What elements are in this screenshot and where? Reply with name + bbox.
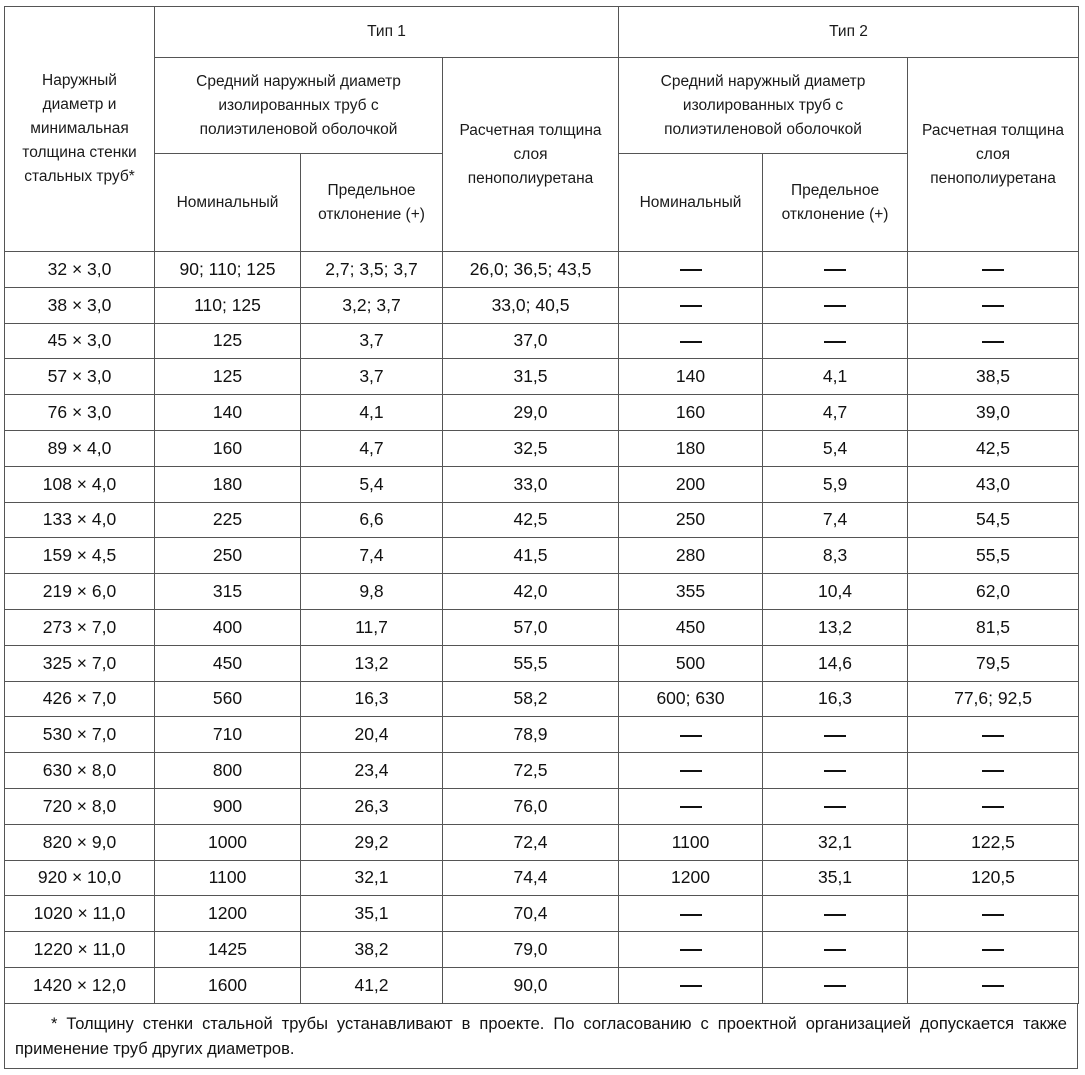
header-type1-mean-diameter: Средний наружный диаметр изолированных труб с полиэтиленовой оболочкой: [155, 58, 443, 154]
table-row: [5, 252, 1079, 288]
dash-mark: [982, 341, 1004, 343]
cell-type2-deviation: 32,1: [763, 824, 908, 860]
cell-pipe-size: 920 × 10,0: [5, 860, 155, 896]
cell-type2-nominal: [619, 287, 763, 323]
dash-mark: [824, 806, 846, 808]
dash-mark: [982, 770, 1004, 772]
dash-mark: [680, 341, 702, 343]
dash-mark: [824, 735, 846, 737]
cell-type2-thickness: 55,5: [908, 538, 1079, 574]
cell-type2-deviation: [763, 896, 908, 932]
cell-type2-deviation: 8,3: [763, 538, 908, 574]
dash-mark: [982, 914, 1004, 916]
cell-type1-deviation: 26,3: [301, 788, 443, 824]
cell-type1-thickness: 76,0: [443, 788, 619, 824]
cell-type1-nominal: 160: [155, 430, 301, 466]
cell-pipe-size: 273 × 7,0: [5, 609, 155, 645]
cell-type2-thickness: 54,5: [908, 502, 1079, 538]
cell-type1-deviation: 7,4: [301, 538, 443, 574]
dash-mark: [982, 269, 1004, 271]
cell-type2-nominal: 1100: [619, 824, 763, 860]
cell-type1-thickness: 41,5: [443, 538, 619, 574]
cell-type1-nominal: 125: [155, 323, 301, 359]
cell-type2-thickness: [908, 896, 1079, 932]
cell-type1-deviation: 35,1: [301, 896, 443, 932]
table-row: [5, 788, 1079, 824]
cell-type2-deviation: 16,3: [763, 681, 908, 717]
cell-pipe-size: 159 × 4,5: [5, 538, 155, 574]
cell-type1-thickness: 72,5: [443, 753, 619, 789]
cell-type1-nominal: 560: [155, 681, 301, 717]
table-row: [5, 717, 1079, 753]
cell-type2-deviation: 5,9: [763, 466, 908, 502]
cell-type1-deviation: 5,4: [301, 466, 443, 502]
cell-type1-deviation: 16,3: [301, 681, 443, 717]
cell-type1-nominal: 140: [155, 395, 301, 431]
cell-type2-thickness: 77,6; 92,5: [908, 681, 1079, 717]
cell-type2-thickness: [908, 967, 1079, 1003]
document: [4, 6, 1078, 1069]
table-row: [5, 609, 1079, 645]
cell-type1-deviation: 11,7: [301, 609, 443, 645]
cell-type2-thickness: 42,5: [908, 430, 1079, 466]
cell-type1-nominal: 1425: [155, 932, 301, 968]
cell-type2-nominal: 1200: [619, 860, 763, 896]
cell-type2-deviation: [763, 753, 908, 789]
cell-pipe-size: 325 × 7,0: [5, 645, 155, 681]
table-row: [5, 430, 1079, 466]
cell-type2-deviation: 14,6: [763, 645, 908, 681]
cell-type2-thickness: 81,5: [908, 609, 1079, 645]
cell-type2-nominal: 355: [619, 574, 763, 610]
cell-pipe-size: 820 × 9,0: [5, 824, 155, 860]
cell-pipe-size: 1220 × 11,0: [5, 932, 155, 968]
cell-type1-deviation: 3,7: [301, 323, 443, 359]
table-row: [5, 323, 1079, 359]
cell-type2-nominal: 140: [619, 359, 763, 395]
dash-mark: [824, 341, 846, 343]
cell-type2-nominal: [619, 896, 763, 932]
table-body: [5, 252, 1079, 1004]
cell-type2-nominal: [619, 323, 763, 359]
cell-type1-nominal: 1200: [155, 896, 301, 932]
cell-type1-thickness: 29,0: [443, 395, 619, 431]
cell-type2-thickness: 120,5: [908, 860, 1079, 896]
cell-pipe-size: 1420 × 12,0: [5, 967, 155, 1003]
cell-type1-nominal: 900: [155, 788, 301, 824]
cell-type2-nominal: 200: [619, 466, 763, 502]
cell-type1-thickness: 90,0: [443, 967, 619, 1003]
header-type2-limit-deviation: Предельное отклонение (+): [763, 154, 908, 252]
cell-type2-thickness: [908, 753, 1079, 789]
dash-mark: [824, 269, 846, 271]
dash-mark: [680, 269, 702, 271]
cell-type2-nominal: [619, 252, 763, 288]
cell-pipe-size: 720 × 8,0: [5, 788, 155, 824]
cell-type1-deviation: 41,2: [301, 967, 443, 1003]
header-type1-calc-thickness: Расчетная толщина слоя пенополиуретана: [443, 58, 619, 252]
cell-type1-deviation: 13,2: [301, 645, 443, 681]
cell-type2-nominal: [619, 717, 763, 753]
cell-type2-nominal: 250: [619, 502, 763, 538]
cell-pipe-size: 76 × 3,0: [5, 395, 155, 431]
cell-type1-deviation: 9,8: [301, 574, 443, 610]
cell-pipe-size: 32 × 3,0: [5, 252, 155, 288]
dash-mark: [824, 914, 846, 916]
cell-type1-thickness: 74,4: [443, 860, 619, 896]
dash-mark: [680, 985, 702, 987]
cell-type2-deviation: 10,4: [763, 574, 908, 610]
cell-type1-deviation: 38,2: [301, 932, 443, 968]
cell-type1-thickness: 79,0: [443, 932, 619, 968]
cell-type2-deviation: 4,7: [763, 395, 908, 431]
dash-mark: [680, 806, 702, 808]
cell-type1-nominal: 125: [155, 359, 301, 395]
cell-type1-deviation: 3,2; 3,7: [301, 287, 443, 323]
table-row: [5, 645, 1079, 681]
cell-type2-thickness: 62,0: [908, 574, 1079, 610]
cell-type1-nominal: 710: [155, 717, 301, 753]
cell-type1-thickness: 70,4: [443, 896, 619, 932]
cell-type2-deviation: [763, 788, 908, 824]
header-type1-nominal: Номинальный: [155, 154, 301, 252]
dash-mark: [680, 949, 702, 951]
cell-type1-thickness: 33,0; 40,5: [443, 287, 619, 323]
table-row: [5, 681, 1079, 717]
cell-type2-thickness: 122,5: [908, 824, 1079, 860]
header-type1-limit-deviation: Предельное отклонение (+): [301, 154, 443, 252]
cell-type2-nominal: 600; 630: [619, 681, 763, 717]
cell-type1-deviation: 2,7; 3,5; 3,7: [301, 252, 443, 288]
cell-type1-thickness: 33,0: [443, 466, 619, 502]
cell-type1-thickness: 26,0; 36,5; 43,5: [443, 252, 619, 288]
cell-type2-deviation: [763, 932, 908, 968]
table-row: [5, 896, 1079, 932]
cell-type2-thickness: [908, 788, 1079, 824]
table-row: [5, 574, 1079, 610]
table-row: [5, 932, 1079, 968]
header-type-1: Тип 1: [155, 7, 619, 58]
cell-type2-deviation: [763, 717, 908, 753]
cell-type2-deviation: [763, 323, 908, 359]
cell-type1-deviation: 32,1: [301, 860, 443, 896]
cell-type1-nominal: 315: [155, 574, 301, 610]
cell-type2-deviation: 5,4: [763, 430, 908, 466]
cell-type1-thickness: 78,9: [443, 717, 619, 753]
cell-type2-thickness: [908, 932, 1079, 968]
cell-type2-thickness: [908, 252, 1079, 288]
cell-type2-deviation: [763, 967, 908, 1003]
cell-pipe-size: 57 × 3,0: [5, 359, 155, 395]
header-type2-mean-diameter: Средний наружный диаметр изолированных труб с полиэтиленовой оболочкой: [619, 58, 908, 154]
header-type-2: Тип 2: [619, 7, 1079, 58]
table-row: [5, 359, 1079, 395]
table-row: [5, 466, 1079, 502]
cell-type2-deviation: 35,1: [763, 860, 908, 896]
dash-mark: [824, 305, 846, 307]
table-row: [5, 538, 1079, 574]
cell-type2-deviation: 13,2: [763, 609, 908, 645]
cell-type1-thickness: 42,0: [443, 574, 619, 610]
cell-type1-deviation: 6,6: [301, 502, 443, 538]
table-row: [5, 287, 1079, 323]
cell-type1-deviation: 23,4: [301, 753, 443, 789]
cell-type2-nominal: 160: [619, 395, 763, 431]
cell-pipe-size: 219 × 6,0: [5, 574, 155, 610]
header-type2-nominal: Номинальный: [619, 154, 763, 252]
cell-type1-thickness: 37,0: [443, 323, 619, 359]
dash-mark: [680, 914, 702, 916]
cell-type1-nominal: 800: [155, 753, 301, 789]
cell-pipe-size: 630 × 8,0: [5, 753, 155, 789]
cell-type2-deviation: [763, 252, 908, 288]
table-row: [5, 502, 1079, 538]
cell-type2-thickness: 39,0: [908, 395, 1079, 431]
cell-type2-nominal: [619, 753, 763, 789]
cell-type1-thickness: 58,2: [443, 681, 619, 717]
dash-mark: [982, 806, 1004, 808]
cell-type1-thickness: 31,5: [443, 359, 619, 395]
dash-mark: [982, 735, 1004, 737]
cell-type2-deviation: 4,1: [763, 359, 908, 395]
dash-mark: [982, 949, 1004, 951]
cell-type1-deviation: 3,7: [301, 359, 443, 395]
cell-type1-nominal: 110; 125: [155, 287, 301, 323]
dash-mark: [982, 985, 1004, 987]
header-type2-calc-thickness: Расчетная толщина слоя пенополиуретана: [908, 58, 1079, 252]
dash-mark: [982, 305, 1004, 307]
cell-type1-deviation: 4,7: [301, 430, 443, 466]
cell-type2-nominal: [619, 788, 763, 824]
cell-type2-thickness: [908, 717, 1079, 753]
cell-pipe-size: 1020 × 11,0: [5, 896, 155, 932]
cell-type1-deviation: 4,1: [301, 395, 443, 431]
cell-type2-nominal: 280: [619, 538, 763, 574]
cell-type1-nominal: 1600: [155, 967, 301, 1003]
cell-pipe-size: 89 × 4,0: [5, 430, 155, 466]
cell-type1-nominal: 1100: [155, 860, 301, 896]
cell-type2-nominal: 180: [619, 430, 763, 466]
cell-type1-nominal: 1000: [155, 824, 301, 860]
cell-type2-thickness: 79,5: [908, 645, 1079, 681]
cell-type1-deviation: 29,2: [301, 824, 443, 860]
cell-type2-thickness: 43,0: [908, 466, 1079, 502]
cell-type1-thickness: 32,5: [443, 430, 619, 466]
cell-type2-nominal: [619, 967, 763, 1003]
cell-type1-thickness: 55,5: [443, 645, 619, 681]
table-row: [5, 824, 1079, 860]
cell-type1-deviation: 20,4: [301, 717, 443, 753]
cell-type1-thickness: 72,4: [443, 824, 619, 860]
dash-mark: [680, 305, 702, 307]
cell-type1-thickness: 42,5: [443, 502, 619, 538]
table-row: [5, 395, 1079, 431]
cell-type2-deviation: [763, 287, 908, 323]
cell-pipe-size: 38 × 3,0: [5, 287, 155, 323]
cell-type2-nominal: 450: [619, 609, 763, 645]
cell-type1-nominal: 180: [155, 466, 301, 502]
cell-type1-nominal: 400: [155, 609, 301, 645]
dash-mark: [824, 770, 846, 772]
table-row: [5, 753, 1079, 789]
dash-mark: [680, 770, 702, 772]
cell-type2-nominal: [619, 932, 763, 968]
footnote: * Толщину стенки стальной трубы устанавливают в проекте. По согласованию с проектной организацией допускается также применение труб других диаметров.: [4, 1004, 1078, 1069]
table-row: [5, 967, 1079, 1003]
cell-type2-nominal: 500: [619, 645, 763, 681]
cell-type1-nominal: 225: [155, 502, 301, 538]
cell-type1-nominal: 90; 110; 125: [155, 252, 301, 288]
dash-mark: [824, 949, 846, 951]
header-pipe-diameter: Наружный диаметр и минимальная толщина стенки стальных труб*: [5, 7, 155, 252]
cell-pipe-size: 530 × 7,0: [5, 717, 155, 753]
dash-mark: [680, 735, 702, 737]
cell-pipe-size: 426 × 7,0: [5, 681, 155, 717]
cell-type1-nominal: 450: [155, 645, 301, 681]
pipe-dimensions-table: [4, 6, 1079, 1004]
cell-type2-thickness: [908, 287, 1079, 323]
cell-type2-deviation: 7,4: [763, 502, 908, 538]
table-row: [5, 860, 1079, 896]
cell-pipe-size: 45 × 3,0: [5, 323, 155, 359]
cell-pipe-size: 133 × 4,0: [5, 502, 155, 538]
cell-type1-nominal: 250: [155, 538, 301, 574]
cell-pipe-size: 108 × 4,0: [5, 466, 155, 502]
cell-type1-thickness: 57,0: [443, 609, 619, 645]
cell-type2-thickness: [908, 323, 1079, 359]
dash-mark: [824, 985, 846, 987]
cell-type2-thickness: 38,5: [908, 359, 1079, 395]
